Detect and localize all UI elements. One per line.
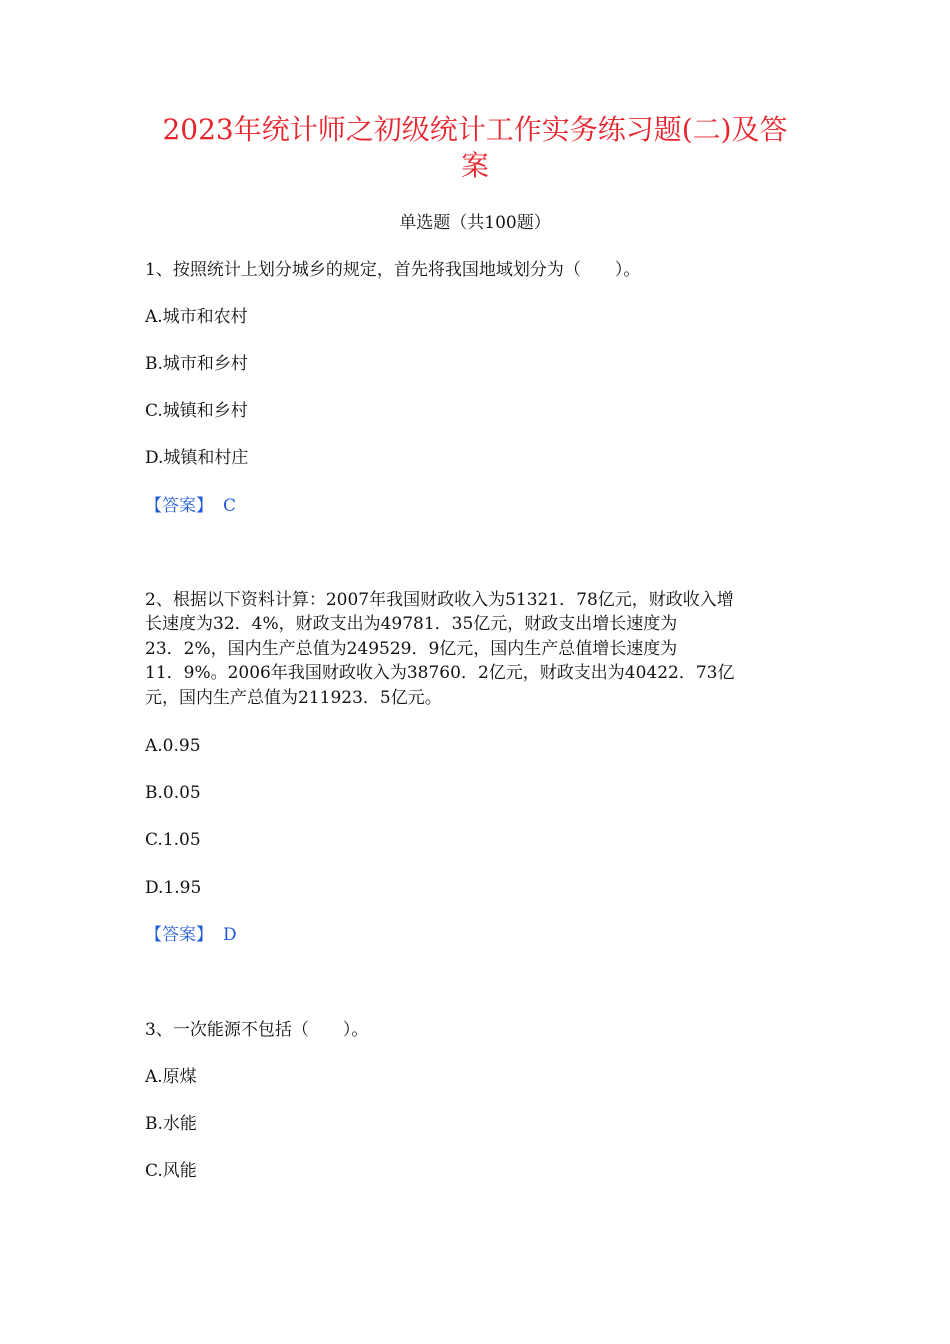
document-title-line-2: 案 xyxy=(460,149,489,182)
document-title-line-1: 2023年统计师之初级统计工作实务练习题(二)及答 xyxy=(162,113,788,146)
question-1-option-d: D.城镇和村庄 xyxy=(145,448,249,468)
question-2-stem-line-4: 11．9%。2006年我国财政收入为38760．2亿元，财政支出为40422．73亿 xyxy=(145,663,735,683)
question-2-option-c: C.1.05 xyxy=(145,830,201,850)
question-2-stem-line-2: 长速度为32．4%，财政支出为49781．35亿元，财政支出增长速度为 xyxy=(145,614,678,634)
question-2-option-b: B.0.05 xyxy=(145,783,201,803)
answer-value: C xyxy=(223,496,237,516)
question-2-stem-line-1: 2、根据以下资料计算：2007年我国财政收入为51321．78亿元，财政收入增 xyxy=(145,590,734,610)
question-3-stem: 3、一次能源不包括（ ）。 xyxy=(145,1020,369,1040)
question-3-option-c: C.风能 xyxy=(145,1161,197,1181)
question-2-stem-line-5: 元，国内生产总值为211923．5亿元。 xyxy=(145,688,442,708)
answer-label: 【答案】 xyxy=(145,925,213,945)
question-2-option-d: D.1.95 xyxy=(145,878,202,898)
question-2-answer xyxy=(145,923,237,947)
question-1-option-c: C.城镇和乡村 xyxy=(145,401,248,421)
answer-label: 【答案】 xyxy=(145,496,213,516)
question-2-stem-line-3: 23．2%，国内生产总值为249529．9亿元，国内生产总值增长速度为 xyxy=(145,639,678,659)
answer-value: D xyxy=(223,925,237,945)
question-3-option-a: A.原煤 xyxy=(145,1067,197,1087)
question-1-option-a: A.城市和农村 xyxy=(145,307,248,327)
question-1-option-b: B.城市和乡村 xyxy=(145,354,248,374)
question-1-answer xyxy=(145,494,236,518)
section-heading: 单选题（共100题） xyxy=(399,213,551,233)
question-3-option-b: B.水能 xyxy=(145,1114,197,1134)
question-1-stem: 1、按照统计上划分城乡的规定，首先将我国地域划分为（ ）。 xyxy=(145,260,641,280)
question-2-option-a: A.0.95 xyxy=(145,736,201,756)
